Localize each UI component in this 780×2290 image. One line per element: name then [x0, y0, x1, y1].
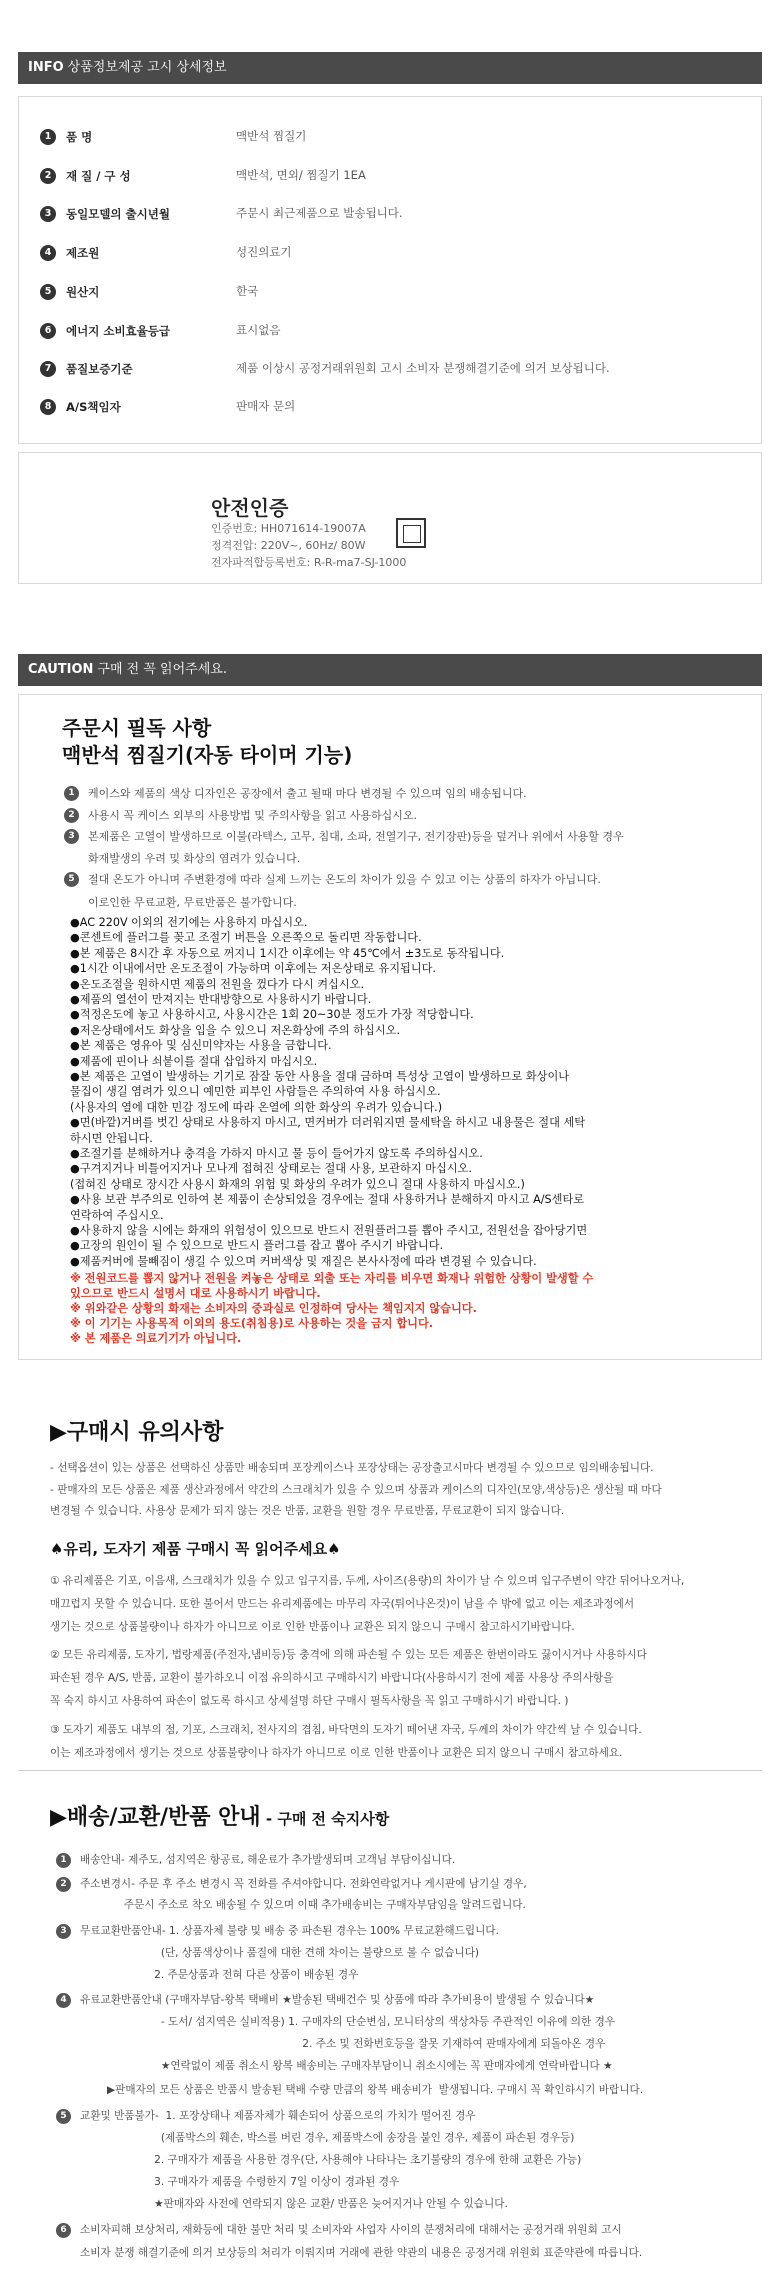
info-row-value: 판매자 문의 — [236, 399, 296, 413]
caution-bullet-item: 하시면 안됩니다. — [70, 1131, 153, 1145]
caution-numbered-text: 화재발생의 우려 및 화상의 염려가 있습니다. — [88, 852, 301, 865]
info-row-value: 성진의료기 — [236, 245, 292, 259]
delivery-item-text: (단, 상품색상이나 품질에 대한 견해 차이는 불량으로 볼 수 없습니다) — [80, 1947, 480, 1959]
caution-numbered-text: 본제품은 고열이 발생하므로 이불(라텍스, 고무, 침대, 소파, 전열기구, 전기장판)등을 덮거나 위에서 사용할 경우 — [88, 830, 624, 843]
caution-bullet-item: ●사용하지 않을 시에는 화재의 위험성이 있으므로 반드시 전원플러그를 뽑아 주시고, 전원선을 잡아당기면 — [70, 1224, 588, 1237]
glass-notice-title: ♠유리, 도자기 제품 구매시 꼭 읽어주세요♠ — [50, 1540, 341, 1558]
info-row-number-badge: 3 — [40, 206, 56, 222]
info-row-number-badge: 8 — [40, 399, 56, 415]
delivery-item-text: ★판매자와 사전에 연락되지 않은 교환/ 반품은 늦어지거나 안될 수 있습니다. — [80, 2198, 508, 2210]
caution-warning-item: 있으므로 반드시 설명서 대로 사용하시기 바랍니다. — [70, 1287, 321, 1300]
delivery-item-text: 배송안내- 제주도, 섬지역은 항공료, 해운료가 추가발생되며 고객님 부담이십니다. — [80, 1854, 456, 1866]
caution-numbered-text: 케이스와 제품의 색상 디자인은 공장에서 출고 될때 마다 변경될 수 있으며 임의 배송됩니다. — [88, 787, 527, 800]
caution-bullet-item: ●사용 보관 부주의로 인하여 본 제품이 손상되었을 경우에는 절대 사용하거나 분해하지 마시고 A/S센타로 — [70, 1193, 585, 1207]
caution-bullet-item: 연락하여 주십시오. — [70, 1208, 164, 1222]
purchase-title: ▶구매시 유의사항 — [50, 1420, 224, 1445]
info-header-bar — [18, 52, 762, 84]
info-row-label: 에너지 소비효율등급 — [66, 324, 170, 338]
caution-bullet-item: ●본 제품은 영유아 및 심신미약자는 사용을 금합니다. — [70, 1039, 332, 1053]
info-row-number-badge: 2 — [40, 168, 56, 184]
caution-number-badge: 5 — [64, 872, 79, 887]
delivery-number-badge: 5 — [56, 2109, 71, 2124]
delivery-item-text: 3. 구매자가 제품을 수령한지 7일 이상이 경과된 경우 — [80, 2176, 400, 2188]
purchase-note-line: 변경될 수 있습니다. 사용상 문제가 되지 않는 것은 반품, 교환을 원할 경우 무료반품, 무료교환이 되지 않습니다. — [50, 1505, 565, 1517]
info-header-text: 상품정보제공 고시 상세정보 — [67, 60, 227, 75]
delivery-number-badge: 2 — [56, 1877, 71, 1892]
glass-note-line: 매끄럽지 못할 수 있습니다. 또한 불어서 만드는 유리제품에는 마무리 자국(튀어나온것)이 남을 수 밖에 없고 이는 제조과정에서 — [50, 1598, 635, 1610]
info-table-box — [18, 96, 762, 444]
caution-number-badge: 1 — [64, 786, 79, 801]
delivery-item-text: ▶판매자의 모든 상품은 반품시 발송된 택배 수량 만큼의 왕복 배송비가 발생됩니다. 구매시 꼭 확인하시기 바랍니다. — [80, 2084, 644, 2096]
delivery-item-text: 주문시 주소로 착오 배송될 수 있으며 이때 추가배송비는 구매자부담임을 알려드립니다. — [80, 1899, 526, 1911]
glass-note-line: ② 모든 유리제품, 도자기, 법랑제품(주전자,냄비등)등 충격에 의해 파손될 수 있는 모든 제품은 한번이라도 끓이시거나 사용하시다 — [50, 1649, 647, 1661]
caution-bullet-item: ●면(바깥)거버를 벗긴 상태로 사용하지 마시고, 면커버가 더러워지면 물세탁을 하시고 내용물은 절대 세탁 — [70, 1116, 586, 1130]
delivery-item-text: 소비자피해 보상처리, 재화등에 대한 불만 처리 및 소비자와 사업자 사이의 분쟁처리에 대해서는 공정거래 위원회 고시 — [80, 2224, 622, 2236]
caution-bullet-item: ●저온상태에서도 화상을 입을 수 있으니 저온화상에 주의 하십시오. — [70, 1023, 401, 1037]
delivery-item-text: 유료교환반품안내 (구매자부담-왕복 택배비 ★발송된 택배건수 및 상품에 따라 추가비용이 발생될 수 있습니다★ — [80, 1994, 595, 2006]
kc-cert-mark-icon — [396, 518, 426, 548]
caution-bullet-item: ●조절기를 분해하거나 충격을 가하지 마시고 물 등이 들어가지 않도록 주의하십시오. — [70, 1147, 483, 1160]
caution-bullet-item: ●구겨지거나 비틀어지거나 모나게 접혀진 상태로는 절대 사용, 보관하지 마십시오. — [70, 1162, 472, 1176]
info-row-label: 품 명 — [66, 130, 93, 144]
info-row-number-badge: 6 — [40, 323, 56, 339]
info-row-label: 품질보증기준 — [66, 362, 133, 376]
delivery-item-text: 교환및 반품불가- 1. 포장상태나 제품자체가 훼손되어 상품으로의 가치가 떨어진 경우 — [80, 2110, 476, 2122]
caution-header-text: 구매 전 꼭 읽어주세요. — [97, 662, 227, 677]
delivery-item-text: 2. 주문상품과 전혀 다른 상품이 배송된 경우 — [80, 1969, 359, 1981]
glass-note-line: 이는 제조과정에서 생기는 것으로 상품불량이나 하자가 아니므로 이로 인한 반품이나 교환은 되지 않으니 구매시 참고하세요. — [50, 1747, 623, 1759]
delivery-number-badge: 1 — [56, 1853, 71, 1868]
info-row-label: 동일모델의 출시년월 — [66, 207, 170, 221]
safety-title: 안전인증 — [211, 496, 289, 520]
caution-bullet-item: ●본 제품은 8시간 후 자동으로 꺼지니 1시간 이후에는 약 45℃에서 ±3도로 동작됩니다. — [70, 946, 505, 960]
caution-warning-item: ※ 이 기기는 사용목적 이외의 용도(취침용)로 사용하는 것을 금지 합니다. — [70, 1317, 434, 1330]
caution-bullet-item: ●1시간 이내에서만 온도조절이 가능하며 이후에는 저온상태로 유지됩니다. — [70, 962, 436, 976]
info-row-number-badge: 7 — [40, 361, 56, 377]
delivery-item-text: 소비자 분쟁 해결기준에 의거 보상등의 처리가 이뤄지며 거래에 관한 약관의 내용은 공정거래 위원회 표준약관에 따릅니다. — [80, 2247, 643, 2259]
section-divider — [18, 1770, 762, 1771]
info-row-value: 주문시 최근제품으로 발송됩니다. — [236, 206, 403, 220]
info-row-label: 제조원 — [66, 246, 100, 260]
info-row-value: 표시없음 — [236, 323, 281, 337]
caution-number-badge: 2 — [64, 808, 79, 823]
delivery-number-badge: 6 — [56, 2223, 71, 2238]
safety-emc-number: 전자파적합등록번호: R-R-ma7-SJ-1000 — [211, 556, 407, 569]
caution-bullet-item: ●고장의 원인이 될 수 있으므로 반드시 플러그를 잡고 뽑아 주시기 바랍니다. — [70, 1239, 444, 1253]
info-row-label: 재 질 / 구 성 — [66, 169, 131, 183]
caution-bullet-item: 물집이 생길 염려가 있으니 예민한 피부인 사람들은 주의하여 사용 하십시오. — [70, 1085, 441, 1099]
purchase-note-line: - 판매자의 모든 상품은 제품 생산과정에서 약간의 스크래치가 있을 수 있으며 상품과 케이스의 디자인(모양,색상등)은 생산될 때 마다 — [50, 1484, 662, 1496]
info-row-value: 맥반석 찜질기 — [236, 129, 307, 143]
info-row-value: 맥반석, 면외/ 찜질기 1EA — [236, 168, 366, 182]
delivery-item-text: 2. 구매자가 제품을 사용한 경우(단, 사용해야 나타나는 초기불량의 경우에 한해 교환은 가능) — [80, 2154, 582, 2166]
glass-note-line: 파손된 경우 A/S, 반품, 교환이 불가하오니 이점 유의하시고 구매하시기 바랍니다(사용하시기 전에 제품 사용상 주의사항을 — [50, 1672, 614, 1684]
caution-warning-item: ※ 전원코드를 뽑지 않거나 전원을 켜놓은 상태로 외출 또는 자리를 비우면 화재나 위험한 상황이 발생할 수 — [70, 1272, 594, 1285]
caution-header-bar — [18, 654, 762, 686]
purchase-note-line: - 선택옵션이 있는 상품은 선택하신 상품만 배송되며 포장케이스나 포장상태는 공장출고시마다 변경될 수 있으므로 임의배송됩니다. — [50, 1462, 654, 1474]
caution-numbered-text: 절대 온도가 아니며 주변환경에 따라 실제 느끼는 온도의 차이가 있을 수 있고 이는 상품의 하자가 아닙니다. — [88, 873, 601, 886]
caution-bullet-item: ●온도조절을 원하시면 제품의 전원을 껐다가 다시 켜십시오. — [70, 977, 365, 991]
info-row-value: 한국 — [236, 284, 259, 298]
caution-title-1: 주문시 필독 사항 — [62, 716, 212, 740]
glass-note-line: 꼭 숙지 하시고 사용하여 파손이 없도록 하시고 상세설명 하단 구매시 필독사항을 꼭 읽고 구매하시기 바랍니다. ) — [50, 1695, 569, 1707]
caution-warning-item: ※ 본 제품은 의료기기가 아닙니다. — [70, 1332, 242, 1345]
glass-note-line: 생기는 것으로 상품불량이나 하자가 아니므로 이로 인한 반품이나 교환은 되지 않으니 구매시 참고하시기바랍니다. — [50, 1621, 575, 1633]
delivery-title-main: ▶배송/교환/반품 안내 — [50, 1805, 261, 1830]
delivery-title — [50, 1800, 389, 1831]
info-row-number-badge: 4 — [40, 245, 56, 261]
delivery-item-text: (제품박스의 훼손, 박스를 버린 경우, 제품박스에 송장을 붙인 경우, 제품이 파손된 경우등) — [80, 2132, 575, 2144]
caution-header-prefix: CAUTION — [28, 662, 94, 677]
info-row-number-badge: 5 — [40, 284, 56, 300]
delivery-item-text: - 도서/ 섬지역은 실비적용) 1. 구매자의 단순변심, 모니터상의 색상차등 주관적인 이유에 의한 경우 — [80, 2016, 616, 2028]
caution-bullet-item: ●AC 220V 이외의 전기에는 사용하지 마십시오. — [70, 916, 308, 929]
delivery-number-badge: 4 — [56, 1993, 71, 2008]
glass-note-line: ③ 도자기 제품도 내부의 점, 기포, 스크래치, 전사지의 겹침, 바닥면의 도자기 떼어낸 자국, 두께의 차이가 약간씩 날 수 있습니다. — [50, 1724, 642, 1736]
safety-voltage: 정격전압: 220V~, 60Hz/ 80W — [211, 539, 366, 552]
caution-numbered-text: 사용시 꼭 케이스 외부의 사용방법 및 주의사항을 읽고 사용하십시오. — [88, 809, 417, 822]
info-row-number-badge: 1 — [40, 129, 56, 145]
caution-bullet-item: (사용자의 열에 대한 민감 정도에 따라 온열에 의한 화상의 우려가 있습니다.) — [70, 1100, 443, 1114]
delivery-item-text: 주소변경시- 주문 후 주소 변경시 꼭 전화를 주셔야합니다. 전화연락없거나 게시판에 남기실 경우, — [80, 1878, 527, 1890]
safety-cert-number: 인증번호: HH071614-19007A — [211, 522, 366, 535]
caution-bullet-item: ●본 제품은 고열이 발생하는 기기로 잠잘 동안 사용을 절대 금하며 특성상 고열이 발생하므로 화상이나 — [70, 1070, 570, 1083]
delivery-item-text: 2. 주소 및 전화번호등을 잘못 기재하여 판매자에게 되돌아온 경우 — [80, 2038, 606, 2050]
glass-note-line: ① 유리제품은 기포, 이음새, 스크래치가 있을 수 있고 입구지름, 두께, 사이즈(용량)의 차이가 날 수 있으며 입구주변이 약간 뒤어나오거나, — [50, 1575, 685, 1587]
caution-bullet-item: ●적정온도에 놓고 사용하시고, 사용시간은 1회 20~30분 정도가 가장 적당합니다. — [70, 1008, 474, 1022]
caution-warning-item: ※ 위와같은 상황의 화재는 소비자의 중과실로 인정하여 당사는 책임지지 않습니다. — [70, 1302, 477, 1315]
delivery-item-text: 무료교환반품안내- 1. 상품자체 불량 및 배송 중 파손된 경우는 100% 무료교환해드립니다. — [80, 1925, 499, 1937]
info-header-prefix: INFO — [28, 60, 64, 75]
caution-bullet-item: ●제품에 핀이나 쇠붙이를 절대 삽입하지 마십시오. — [70, 1054, 318, 1068]
caution-title-2: 맥반석 찜질기(자동 타이머 기능) — [62, 743, 353, 767]
delivery-title-suffix: - 구매 전 숙지사항 — [260, 1810, 390, 1828]
info-row-label: 원산지 — [66, 285, 100, 299]
caution-bullet-item: (접혀진 상태로 장시간 사용시 화재의 위험 및 화상의 우려가 있으니 절대 사용하지 마십시오.) — [70, 1177, 525, 1191]
info-row-label: A/S책임자 — [66, 400, 121, 414]
caution-bullet-item: ●콘센트에 플러그를 꽂고 조절기 버튼을 오른쪽으로 돌리면 작동합니다. — [70, 931, 422, 945]
info-row-value: 제품 이상시 공정거래위원회 고시 소비자 분쟁해결기준에 의거 보상됩니다. — [236, 361, 610, 375]
delivery-number-badge: 3 — [56, 1924, 71, 1939]
caution-bullet-item: ●제품의 열선이 만져지는 반대방향으로 사용하시기 바랍니다. — [70, 993, 372, 1006]
caution-number-badge: 3 — [64, 829, 79, 844]
delivery-item-text: ★연락없이 제품 취소시 왕복 배송비는 구매자부담이니 취소시에는 꼭 판매자에게 연락바랍니다 ★ — [80, 2060, 613, 2072]
caution-numbered-text: 이로인한 무료교환, 무료반품은 불가합니다. — [88, 896, 297, 909]
caution-bullet-item: ●제품커버에 물빼짐이 생길 수 있으며 커버색상 및 재질은 본사사정에 따라 변경될 수 있습니다. — [70, 1254, 537, 1268]
